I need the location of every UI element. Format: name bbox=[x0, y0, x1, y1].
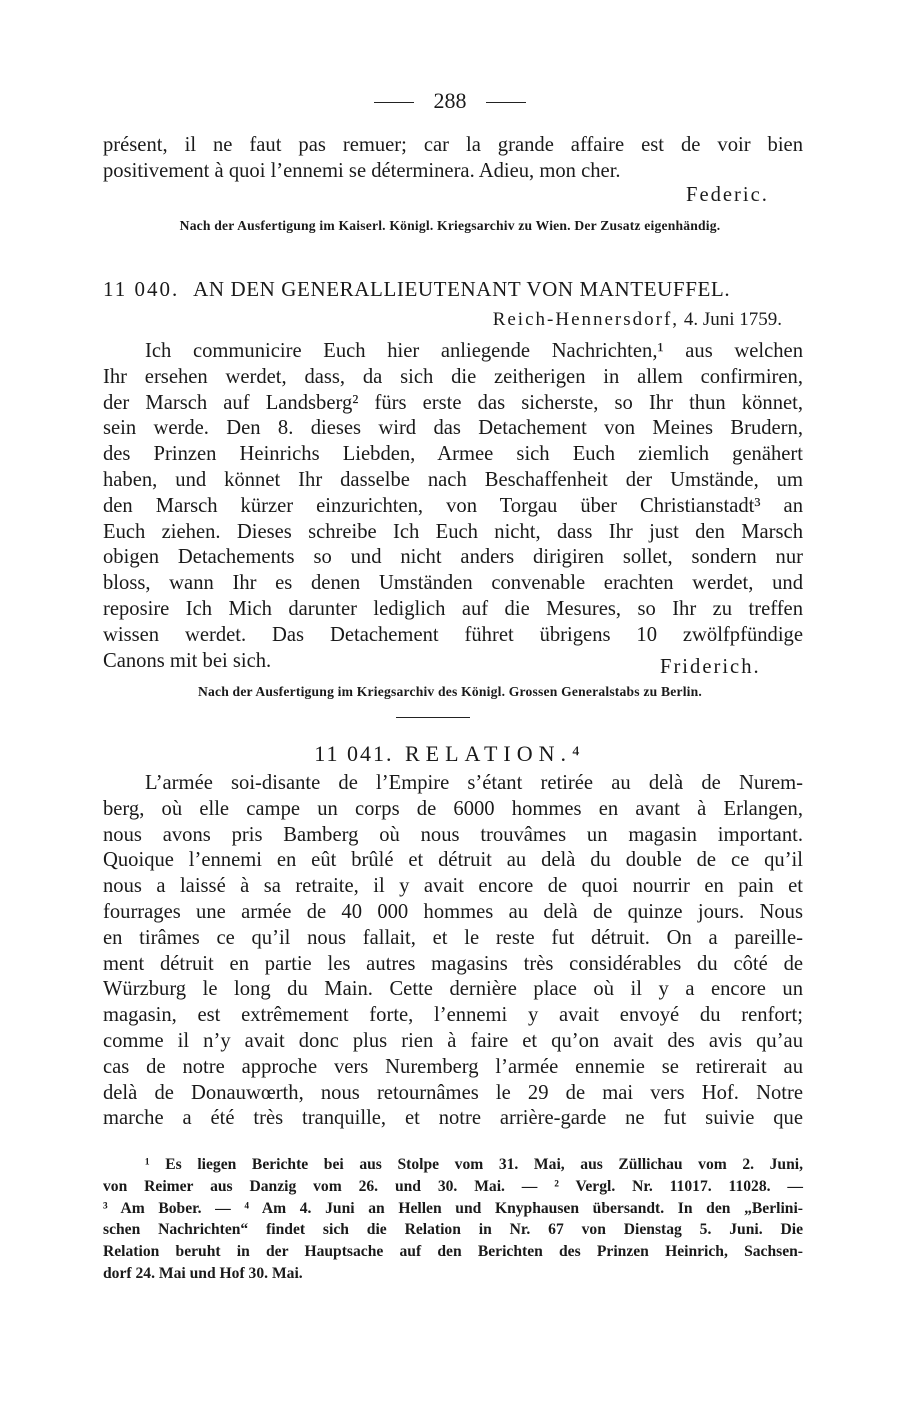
footnote-line: dorf 24. Mai und Hof 30. Mai. bbox=[103, 1264, 303, 1282]
text-line: présent, il ne faut pas remuer; car la grande affaire est de voir bien bbox=[103, 134, 803, 156]
footnotes bbox=[103, 1154, 803, 1285]
letter-place: Reich-Hennersdorf, bbox=[492, 309, 680, 330]
letter-end-text bbox=[103, 133, 803, 185]
footnote-line: ¹ Es liegen Berichte bei aus Stolpe vom 31. Mai, aus Züllichau vom 2. Juni, bbox=[145, 1156, 803, 1173]
footnote-line: ³ Am Bober. — ⁴ Am 4. Juni an Hellen und Knyphausen übersandt. In den „Berlini- bbox=[103, 1199, 803, 1217]
text-line: haben, und könnet Ihr dasselbe nach Beschaffenheit der Umstände, um bbox=[103, 468, 803, 491]
text-line: fourrages une armée de 40 000 hommes au delà de quinze jours. Nous bbox=[103, 900, 803, 923]
text-line: magasin, est extrêmement forte, l’ennemi y avait envoyé du renfort; bbox=[103, 1004, 803, 1027]
text-line: Würzburg le long du Main. Cette dernière place où il y a encore un bbox=[103, 978, 803, 1001]
text-line: des Prinzen Heinrichs Liebden, Armee sich Euch ziemlich genähert bbox=[103, 443, 803, 466]
footnote-line: Relation beruht in der Hauptsache auf den Berichten des Prinzen Heinrich, Sachsen- bbox=[103, 1243, 803, 1261]
text-line: en tirâmes ce qu’il nous fallait, et le reste fut détruit. On a pareille- bbox=[103, 926, 803, 949]
source-note: Nach der Ausfertigung im Kriegsarchiv des Königl. Grossen Generalstabs zu Berlin. bbox=[197, 684, 703, 699]
text-line: ment détruit en partie les autres magasins très considérables du côté de bbox=[103, 952, 803, 975]
letter-number: 11 040. bbox=[103, 277, 180, 301]
text-line: den Marsch kürzer einzurichten, von Torgau über Christianstadt³ an bbox=[103, 494, 803, 517]
section-divider bbox=[396, 717, 470, 718]
text-line: obigen Detachements so und nicht anders dirigiren sollet, sondern nur bbox=[103, 546, 803, 569]
source-note: Nach der Ausfertigung im Kaiserl. Königl. Kriegsarchiv zu Wien. Der Zusatz eigenhändig. bbox=[179, 218, 721, 233]
text-line: comme il n’y avait donc plus rien à faire et qu’on avait des avis qu’au bbox=[103, 1029, 803, 1052]
text-line: nous a laissé à sa retraite, il y avait encore de quoi nourrir en pain et bbox=[103, 875, 803, 898]
text-line: Quoique l’ennemi en eût brûlé et détruit au delà du double de ce qu’il bbox=[103, 849, 803, 872]
text-line: Ich communicire Euch hier anliegende Nachrichten,¹ aus welchen bbox=[145, 340, 803, 362]
letter-heading bbox=[103, 277, 803, 302]
relation-body bbox=[103, 771, 803, 1132]
text-line: berg, où elle campe un corps de 6000 hommes en avant à Erlangen, bbox=[103, 797, 803, 820]
text-line: sein werde. Den 8. dieses wird das Detachement von Meines Brudern, bbox=[103, 417, 803, 440]
footnote-line: von Reimer aus Danzig vom 26. und 30. Mai. — ² Vergl. Nr. 11017. 11028. — bbox=[103, 1177, 803, 1195]
letter-title: RELATION.⁴ bbox=[404, 741, 586, 766]
page-number: 288 bbox=[433, 88, 467, 113]
text-line: cas de notre approche vers Nuremberg l’armée ennemie se retirerait au bbox=[103, 1055, 803, 1078]
letter-date: 4. Juni 1759. bbox=[683, 309, 782, 330]
header-rule-right bbox=[486, 102, 526, 103]
relation-heading bbox=[0, 741, 900, 767]
text-line: nous avons pris Bamberg où nous trouvâmes un magasin important. bbox=[103, 823, 803, 846]
letter-title: AN DEN GENERALLIEUTENANT VON MANTEUFFEL. bbox=[193, 277, 731, 301]
text-line: marche a été très tranquille, et notre arrière-garde ne fut suivie que bbox=[103, 1107, 803, 1130]
text-line: der Marsch auf Landsberg² fürs erste das sicherste, so Ihr thun könnet, bbox=[103, 391, 803, 414]
text-line: bloss, wann Ihr es denen Umständen convenable erachten werdet, und bbox=[103, 572, 803, 595]
letter-number: 11 041. bbox=[314, 741, 394, 766]
header-rule-left bbox=[374, 102, 414, 103]
text-line: reposire Ich Mich darunter lediglich auf die Mesures, so Ihr zu treffen bbox=[103, 597, 803, 620]
text-line: Ihr ersehen werdet, dass, da sich die zeitherigen in allem confirmiren, bbox=[103, 365, 803, 388]
text-line: positivement à quoi l’ennemi se déterminera. Adieu, mon cher. bbox=[103, 159, 621, 182]
signature-federic: Federic. bbox=[686, 184, 769, 206]
letter-place-date bbox=[493, 309, 782, 331]
text-line: wissen werdet. Das Detachement führet übrigens 10 zwölfpfündige bbox=[103, 623, 803, 646]
signature-friderich: Friderich. bbox=[660, 656, 761, 678]
text-line: L’armée soi-disante de l’Empire s’étant retirée au delà de Nurem- bbox=[145, 772, 803, 794]
footnote-line: schen Nachrichten“ findet sich die Relation in Nr. 67 von Dienstag 5. Juni. Die bbox=[103, 1221, 803, 1239]
page-header bbox=[0, 88, 900, 114]
letter-body bbox=[103, 339, 803, 674]
text-line: Canons mit bei sich. bbox=[103, 649, 272, 672]
text-line: delà de Donauwœrth, nous retournâmes le 29 de mai vers Hof. Notre bbox=[103, 1081, 803, 1104]
text-line: Euch ziehen. Dieses schreibe Ich Euch nicht, dass Ihr just den Marsch bbox=[103, 520, 803, 543]
